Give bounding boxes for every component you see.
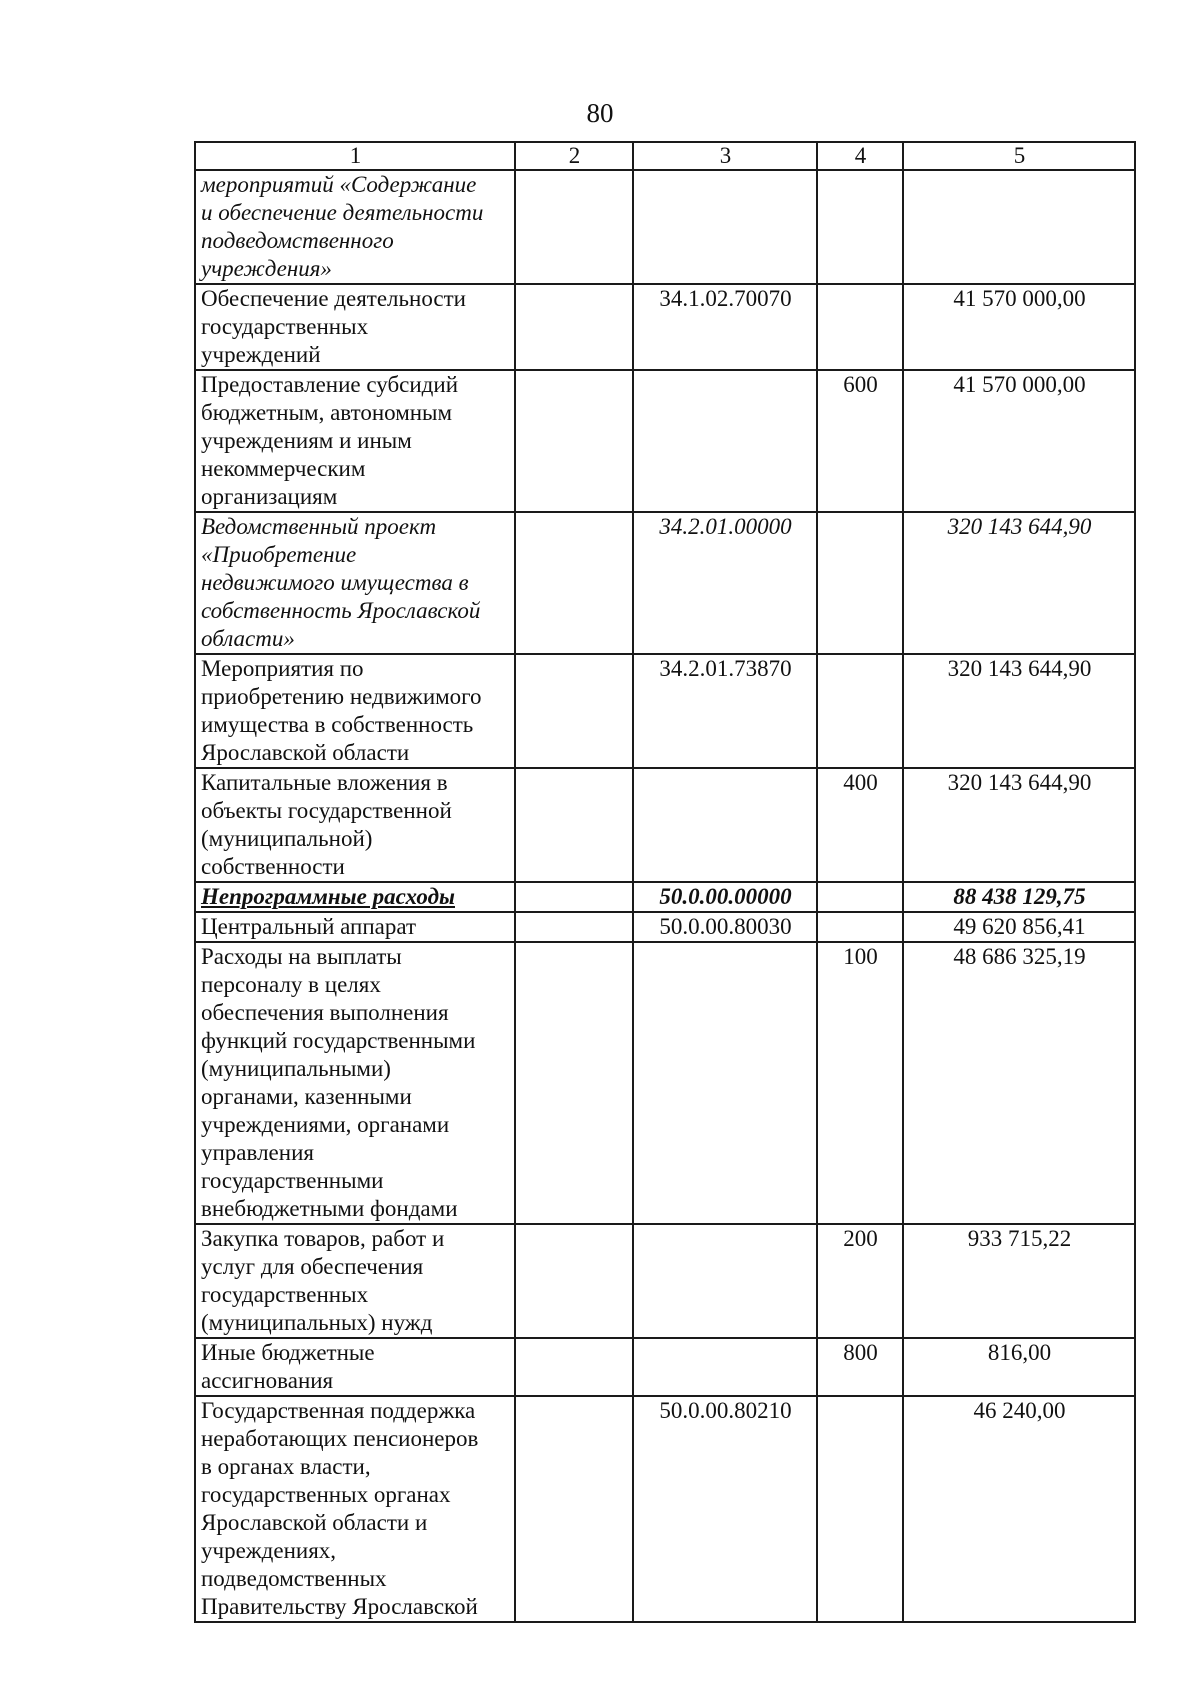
column-2-cell [515,370,633,512]
amount-cell: 46 240,00 [903,1396,1135,1622]
amount-cell: 816,00 [903,1338,1135,1396]
budget-table [194,141,1136,1623]
target-article-cell [633,370,817,512]
row-label-cell: Капитальные вложения в объекты государственной (муниципальной) собственности [195,768,515,882]
table-header-row [195,142,1135,170]
amount-cell: 41 570 000,00 [903,284,1135,370]
row-label-cell: Обеспечение деятельности государственных учреждений [195,284,515,370]
target-article-cell [633,170,817,284]
column-2-cell [515,912,633,942]
row-label-cell: Иные бюджетные ассигнования [195,1338,515,1396]
row-label-cell: Государственная поддержка неработающих пенсионеров в органах власти, государственных органах Ярославской области и учреждениях, подведомственных Правительству Ярославской [195,1396,515,1622]
column-header: 2 [515,142,633,170]
row-label-cell: Расходы на выплаты персоналу в целях обеспечения выполнения функций государственными (муниципальными) органами, казенными учреждениями, органами управления государственными внебюджетными фондами [195,942,515,1224]
column-header: 4 [817,142,903,170]
column-2-cell [515,942,633,1224]
amount-cell: 320 143 644,90 [903,512,1135,654]
column-header: 1 [195,142,515,170]
column-2-cell [515,768,633,882]
table-row [195,170,1135,284]
target-article-cell [633,1224,817,1338]
table-row [195,912,1135,942]
expense-type-cell [817,1396,903,1622]
table-row [195,1396,1135,1622]
amount-cell: 41 570 000,00 [903,370,1135,512]
column-2-cell [515,284,633,370]
column-2-cell [515,512,633,654]
row-label-cell: мероприятий «Содержание и обеспечение деятельности подведомственного учреждения» [195,170,515,284]
expense-type-cell [817,654,903,768]
column-2-cell [515,170,633,284]
amount-cell: 320 143 644,90 [903,768,1135,882]
amount-cell: 49 620 856,41 [903,912,1135,942]
row-label-cell: Закупка товаров, работ и услуг для обеспечения государственных (муниципальных) нужд [195,1224,515,1338]
target-article-cell [633,942,817,1224]
table-row [195,512,1135,654]
expense-type-cell [817,882,903,912]
expense-type-cell: 800 [817,1338,903,1396]
target-article-cell: 34.2.01.73870 [633,654,817,768]
column-header: 3 [633,142,817,170]
expense-type-cell: 400 [817,768,903,882]
table-row [195,1224,1135,1338]
target-article-cell: 50.0.00.00000 [633,882,817,912]
target-article-cell: 34.1.02.70070 [633,284,817,370]
table-row [195,942,1135,1224]
target-article-cell [633,1338,817,1396]
row-label-cell: Мероприятия по приобретению недвижимого имущества в собственность Ярославской области [195,654,515,768]
expense-type-cell [817,284,903,370]
page-number: 80 [586,98,614,128]
column-2-cell [515,1396,633,1622]
expense-type-cell [817,912,903,942]
row-label-cell: Предоставление субсидий бюджетным, автономным учреждениям и иным некоммерческим организациям [195,370,515,512]
row-label-cell: Ведомственный проект «Приобретение недвижимого имущества в собственность Ярославской области» [195,512,515,654]
amount-cell: 88 438 129,75 [903,882,1135,912]
target-article-cell: 50.0.00.80030 [633,912,817,942]
expense-type-cell: 200 [817,1224,903,1338]
amount-cell: 48 686 325,19 [903,942,1135,1224]
target-article-cell: 50.0.00.80210 [633,1396,817,1622]
expense-type-cell [817,512,903,654]
target-article-cell [633,768,817,882]
target-article-cell: 34.2.01.00000 [633,512,817,654]
column-2-cell [515,1224,633,1338]
table-row [195,284,1135,370]
column-header: 5 [903,142,1135,170]
row-label-cell: Непрограммные расходы [195,882,515,912]
table-row [195,882,1135,912]
table-body [195,170,1135,1622]
column-2-cell [515,654,633,768]
row-label-cell: Центральный аппарат [195,912,515,942]
expense-type-cell: 600 [817,370,903,512]
amount-cell [903,170,1135,284]
column-2-cell [515,1338,633,1396]
expense-type-cell: 100 [817,942,903,1224]
amount-cell: 320 143 644,90 [903,654,1135,768]
amount-cell: 933 715,22 [903,1224,1135,1338]
table-row [195,370,1135,512]
table-row [195,768,1135,882]
table-row [195,1338,1135,1396]
expense-type-cell [817,170,903,284]
column-2-cell [515,882,633,912]
table-row [195,654,1135,768]
